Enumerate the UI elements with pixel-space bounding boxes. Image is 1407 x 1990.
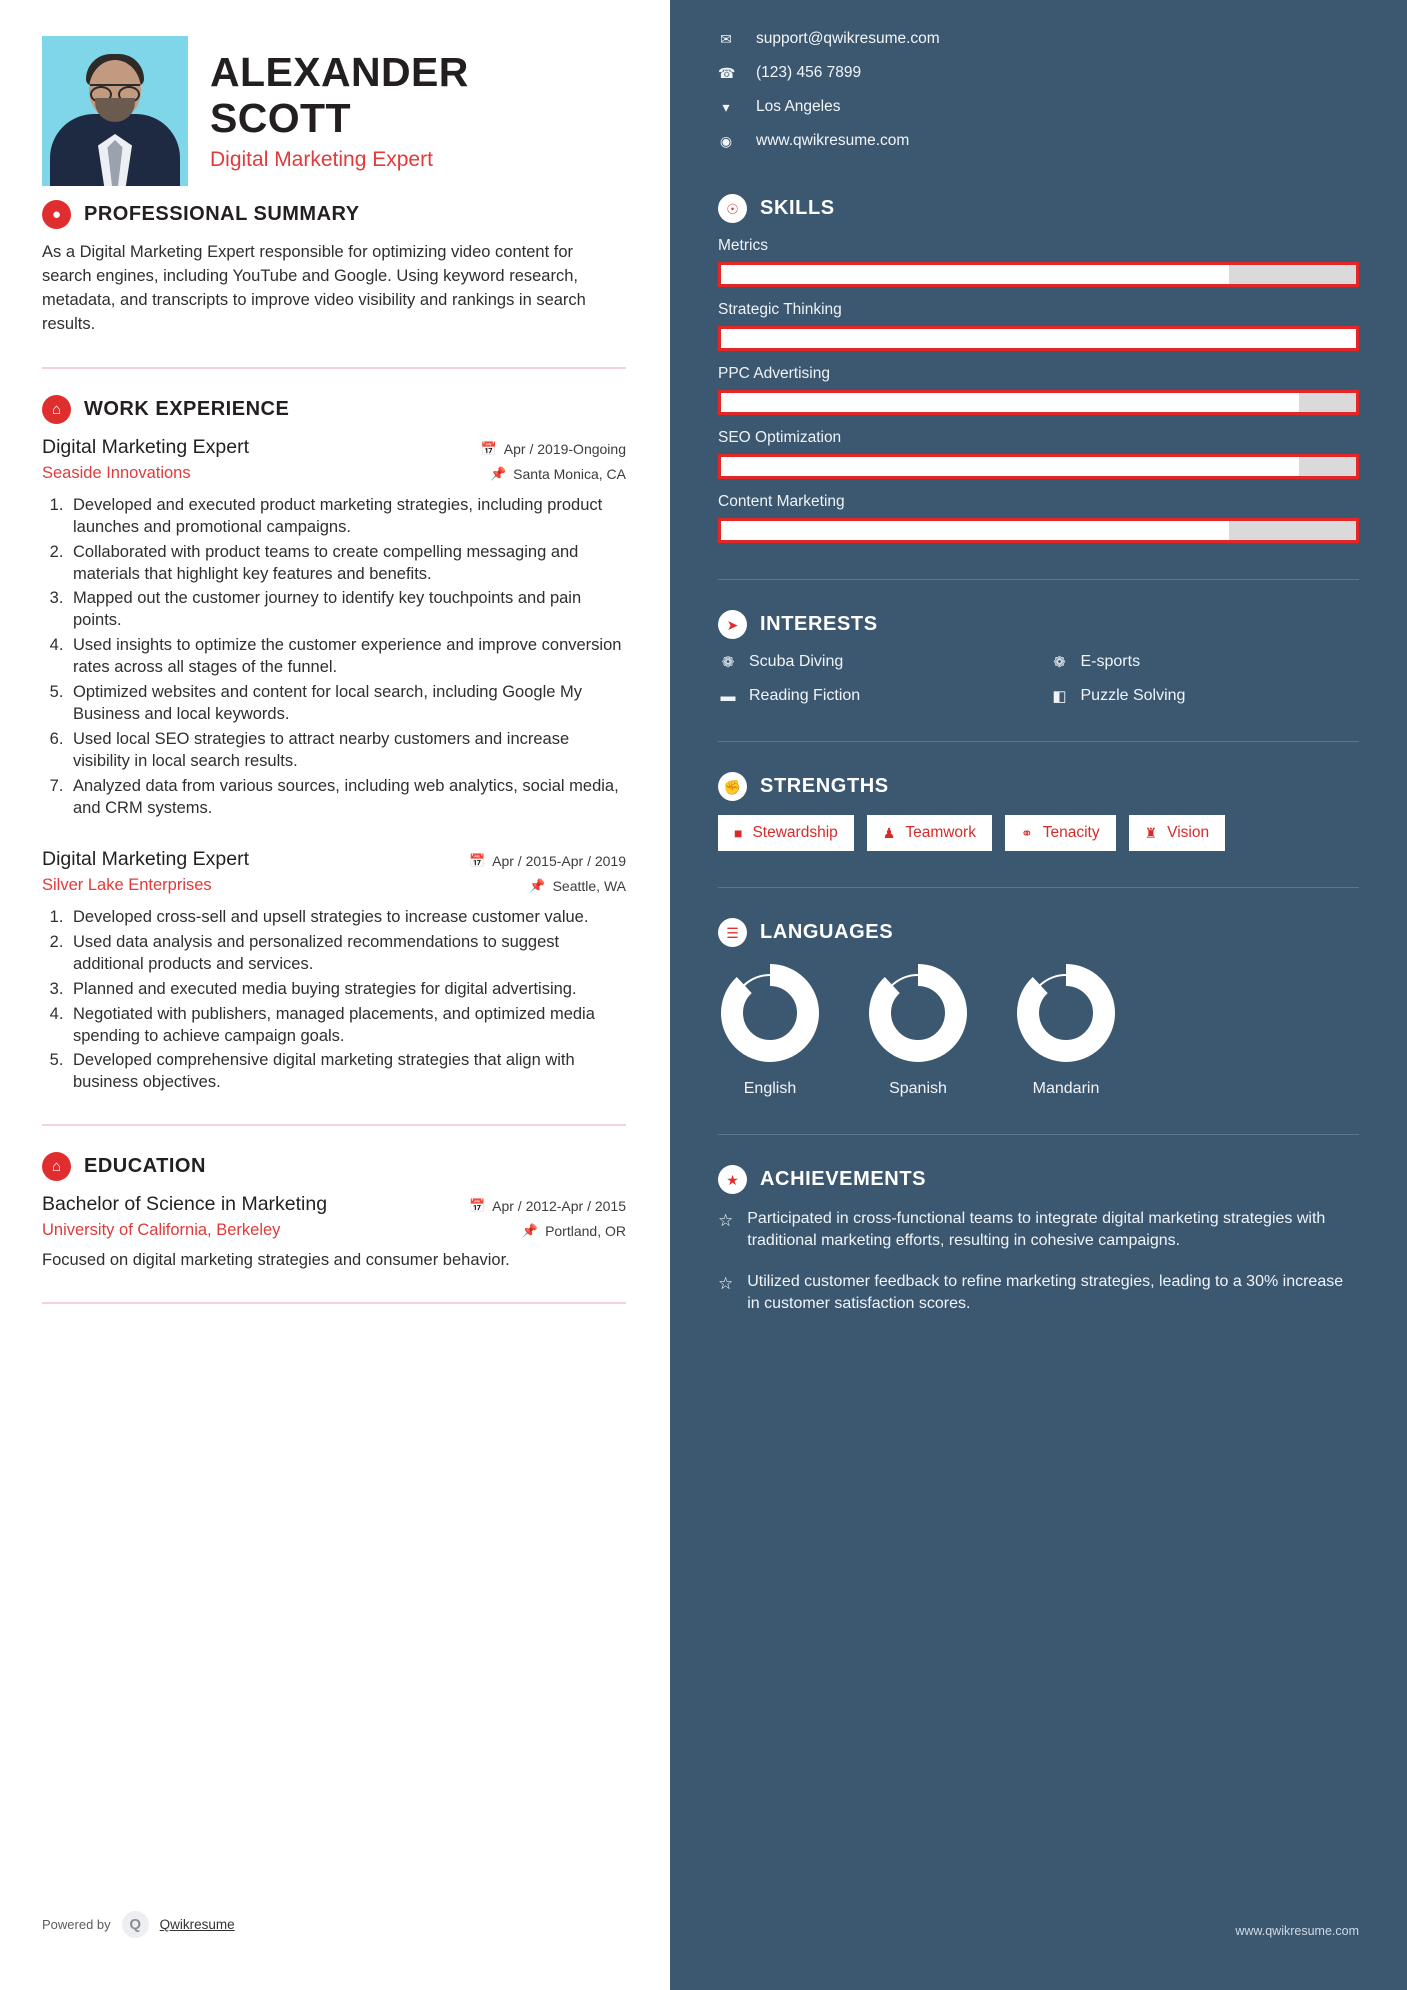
sidebar-divider	[718, 579, 1359, 580]
section-header-strengths	[718, 772, 1359, 801]
list-item: 3. Mapped out the customer journey to identify key touchpoints and pain points.	[68, 588, 626, 632]
globe-icon: ◉	[719, 132, 733, 149]
job-organization: Seaside Innovations	[42, 463, 191, 482]
contact-phone-value: (123) 456 7899	[756, 64, 862, 81]
strength-label: Stewardship	[752, 824, 838, 841]
pin-icon: 📌	[489, 465, 507, 481]
qwikresume-brand-link[interactable]: Qwikresume	[159, 1917, 235, 1932]
job-title: Digital Marketing Expert	[42, 847, 249, 870]
life-buoy-icon: ❁	[1053, 654, 1066, 671]
contact-email-value: support@qwikresume.com	[756, 30, 940, 47]
job-entry	[42, 848, 626, 1095]
achievement-text: Participated in cross-functional teams to integrate digital marketing strategies with traditional marketing efforts, resulting in cohesive campaigns.	[747, 1210, 1326, 1250]
book-icon: ◧	[1052, 688, 1067, 705]
last-name: SCOTT	[210, 94, 351, 141]
calendar-icon: 📅	[480, 440, 497, 456]
list-item: 5. Developed comprehensive digital marketing strategies that align with business objectives.	[68, 1050, 626, 1094]
interest-item	[1050, 687, 1360, 705]
qwikresume-logo-icon: Q	[122, 1911, 149, 1938]
location-pin-icon: ▾	[722, 98, 730, 115]
calendar-icon: 📅	[468, 1198, 486, 1214]
language-item	[718, 961, 822, 1098]
interests-title: INTERESTS	[760, 613, 878, 635]
skill-label: PPC Advertising	[718, 365, 830, 382]
chain-link-icon: ⚭	[1020, 824, 1033, 841]
education-description: Focused on digital marketing strategies and consumer behavior.	[42, 1251, 510, 1270]
job-location: 📌 Santa Monica, CA	[489, 465, 626, 482]
skills-title: SKILLS	[760, 197, 835, 219]
strength-chip	[718, 815, 854, 851]
interest-label: Reading Fiction	[749, 687, 861, 704]
skill-label: SEO Optimization	[718, 429, 842, 446]
binoculars-icon: ♜	[1144, 824, 1158, 841]
interests-list	[718, 653, 1359, 705]
section-header-skills	[718, 194, 1359, 223]
section-header-education	[42, 1152, 626, 1181]
school-name: University of California, Berkeley	[42, 1221, 281, 1240]
strength-label: Teamwork	[905, 824, 976, 841]
list-item: 5. Optimized websites and content for local search, including Google My Business and local keywords.	[68, 682, 626, 726]
interest-item	[1050, 653, 1360, 671]
translate-circle-icon: ☰	[718, 918, 747, 947]
contact-list	[718, 30, 1359, 150]
job-bullets	[68, 495, 626, 820]
briefcase-icon: ■	[734, 825, 743, 841]
contact-phone[interactable]	[718, 64, 1359, 82]
user-circle-icon: ●	[42, 200, 71, 229]
calendar-icon: 📅	[468, 852, 486, 868]
sidebar-footer-url: www.qwikresume.com	[1235, 1924, 1359, 1938]
skill-label: Content Marketing	[718, 493, 845, 510]
skill-bar-fill	[721, 329, 1356, 348]
language-donut-chart	[1014, 961, 1118, 1065]
achievements-title: ACHIEVEMENTS	[760, 1168, 927, 1190]
achievement-item	[718, 1271, 1359, 1316]
strength-chip	[1129, 815, 1226, 851]
job-role: Digital Marketing Expert	[210, 147, 433, 171]
list-item: 2. Collaborated with product teams to create compelling messaging and materials that highlight key features and benefits.	[68, 542, 626, 586]
interest-item	[718, 653, 1028, 671]
section-header-work	[42, 395, 626, 424]
skill-bar-fill	[721, 521, 1229, 540]
interest-label: Puzzle Solving	[1080, 687, 1186, 704]
skill-item	[718, 365, 1359, 415]
resume-right-sidebar	[670, 0, 1407, 1990]
job-organization: Silver Lake Enterprises	[42, 875, 212, 894]
summary-text: As a Digital Marketing Expert responsible for optimizing video content for search engines, including YouTube and Google. Using keyword research, metadata, and transcripts to improve video visibility and rankings in search results.	[42, 243, 586, 333]
strength-chip	[1005, 815, 1116, 851]
job-title: Digital Marketing Expert	[42, 435, 249, 458]
resume-left-column	[0, 0, 670, 1990]
fist-circle-icon: ✊	[718, 772, 747, 801]
interest-item	[718, 687, 1028, 705]
list-item: 2. Used data analysis and personalized recommendations to suggest additional products and services.	[68, 932, 626, 976]
list-item: 7. Analyzed data from various sources, including web analytics, social media, and CRM systems.	[68, 776, 626, 820]
skill-bar	[718, 454, 1359, 479]
interest-label: Scuba Diving	[749, 653, 844, 670]
education-date: 📅 Apr / 2012-Apr / 2015	[468, 1198, 626, 1215]
skill-label: Metrics	[718, 237, 768, 254]
contact-location	[718, 98, 1359, 116]
job-location: 📌 Seattle, WA	[529, 877, 626, 894]
shooting-star-icon: ☆	[718, 1273, 734, 1293]
job-bullets	[68, 907, 626, 1095]
powered-by-label: Powered by	[42, 1917, 111, 1932]
profile-photo	[42, 36, 188, 186]
list-item: 4. Negotiated with publishers, managed placements, and optimized media spending to achieve campaign goals.	[68, 1004, 626, 1048]
star-circle-icon: ★	[718, 1165, 747, 1194]
skill-bar-fill	[721, 393, 1299, 412]
degree-title: Bachelor of Science in Marketing	[42, 1193, 328, 1216]
lightbulb-circle-icon: ☉	[718, 194, 747, 223]
language-item	[1014, 961, 1118, 1098]
skill-item	[718, 301, 1359, 351]
pin-icon: 📌	[521, 1223, 539, 1239]
briefcase-circle-icon: ⌂	[42, 395, 71, 424]
strength-label: Vision	[1167, 824, 1210, 841]
section-header-languages	[718, 918, 1359, 947]
divider	[42, 1302, 626, 1304]
skills-list	[718, 237, 1359, 543]
phone-icon: ☎	[718, 64, 736, 81]
contact-email[interactable]	[718, 30, 1359, 48]
skill-bar	[718, 518, 1359, 543]
divider	[42, 367, 626, 369]
job-date: 📅 Apr / 2019-Ongoing	[480, 440, 626, 457]
list-item: 3. Planned and executed media buying strategies for digital advertising.	[68, 979, 626, 1001]
first-name: ALEXANDER	[210, 49, 469, 95]
summary-title: PROFESSIONAL SUMMARY	[84, 203, 360, 225]
strengths-title: STRENGTHS	[760, 775, 889, 797]
sidebar-divider	[718, 887, 1359, 888]
skill-bar	[718, 390, 1359, 415]
contact-location-value: Los Angeles	[756, 98, 841, 115]
achievement-item	[718, 1208, 1359, 1253]
list-item: 6. Used local SEO strategies to attract nearby customers and increase visibility in local search results.	[68, 729, 626, 773]
strength-chip	[867, 815, 992, 851]
skill-bar	[718, 326, 1359, 351]
skill-item	[718, 237, 1359, 287]
name-block	[210, 36, 469, 172]
work-title: WORK EXPERIENCE	[84, 397, 290, 420]
section-header-achievements	[718, 1165, 1359, 1194]
language-label: English	[743, 1080, 797, 1097]
languages-list	[718, 961, 1359, 1098]
contact-website[interactable]	[718, 132, 1359, 150]
paper-plane-circle-icon: ➤	[718, 610, 747, 639]
strength-label: Tenacity	[1042, 824, 1100, 841]
people-group-icon: ♟	[882, 824, 896, 841]
interest-label: E-sports	[1080, 653, 1141, 670]
list-item: 1. Developed and executed product marketing strategies, including product launches and promotional campaigns.	[68, 495, 626, 539]
list-item: 1. Developed cross-sell and upsell strategies to increase customer value.	[68, 907, 626, 929]
sidebar-divider	[718, 741, 1359, 742]
divider	[42, 1124, 626, 1126]
contact-website-value: www.qwikresume.com	[756, 132, 910, 149]
skill-item	[718, 493, 1359, 543]
achievement-text: Utilized customer feedback to refine marketing strategies, leading to a 30% increase in customer satisfaction scores.	[747, 1272, 1344, 1313]
language-donut-chart	[866, 961, 970, 1065]
list-item: 4. Used insights to optimize the customer experience and improve conversion rates across all stages of the funnel.	[68, 635, 626, 679]
achievements-list	[718, 1208, 1359, 1316]
skill-item	[718, 429, 1359, 479]
strengths-list	[718, 815, 1359, 851]
life-buoy-icon: ❁	[721, 654, 735, 671]
graduation-circle-icon: ⌂	[42, 1152, 71, 1181]
skill-bar-fill	[721, 265, 1229, 284]
language-label: Spanish	[889, 1080, 947, 1097]
footer-branding	[42, 1911, 235, 1938]
section-header-interests	[718, 610, 1359, 639]
envelope-icon: ✉	[720, 30, 732, 47]
language-label: Mandarin	[1032, 1080, 1100, 1097]
shooting-star-icon: ☆	[718, 1211, 734, 1230]
gamepad-icon: ▬	[720, 687, 736, 705]
skill-bar-fill	[721, 457, 1299, 476]
pin-icon: 📌	[529, 877, 546, 893]
education-entry	[42, 1193, 626, 1272]
job-date: 📅 Apr / 2015-Apr / 2019	[468, 852, 626, 869]
sidebar-divider	[718, 1134, 1359, 1135]
skill-bar	[718, 262, 1359, 287]
header	[42, 36, 626, 186]
education-title: EDUCATION	[84, 1155, 206, 1178]
education-location: 📌 Portland, OR	[521, 1223, 626, 1240]
skill-label: Strategic Thinking	[718, 301, 842, 318]
languages-title: LANGUAGES	[760, 921, 894, 943]
language-donut-chart	[718, 961, 822, 1065]
language-item	[866, 961, 970, 1098]
section-header-summary	[42, 200, 626, 229]
job-entry	[42, 436, 626, 820]
